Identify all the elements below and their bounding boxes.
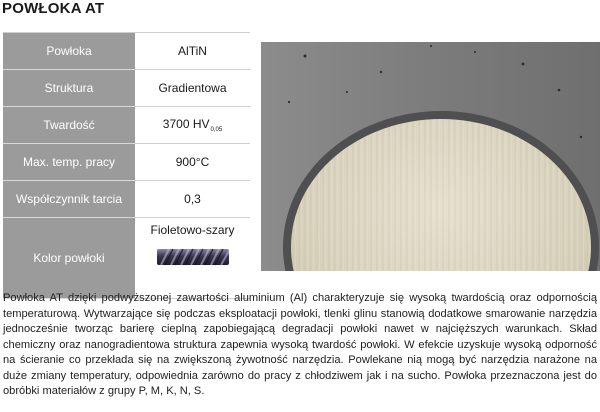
spec-label: Struktura [3,70,135,107]
spec-label: Kolor powłoki [3,218,135,299]
page-title: POWŁOKA AT [2,0,105,17]
spec-value-subscript: 0,05 [210,127,223,134]
spec-value: 0,3 [135,181,250,218]
spec-label: Max. temp. pracy [3,144,135,181]
spec-label: Powłoka [3,33,135,70]
spec-label: Twardość [3,107,135,144]
end-mill-icon [157,246,229,268]
spec-row-color [3,218,250,299]
spec-value: AlTiN [135,33,250,70]
spec-value: Gradientowa [135,70,250,107]
spec-table [3,32,250,299]
spec-row-friction [3,181,250,218]
spec-value: 3700 HV [162,116,210,131]
spec-value: 900°C [135,144,250,181]
spec-row-max-temp [3,144,250,181]
spec-value: Fioletowo-szary [150,223,235,237]
spec-label: Współczynnik tarcia [3,181,135,218]
coating-cross-section-micrograph [261,42,600,271]
spec-row-hardness [3,107,250,144]
spec-row-structure [3,70,250,107]
spec-row-coating [3,33,250,70]
coating-description: Powłoka AT dzięki podwyższonej zawartości aluminium (Al) charakteryzuje się wysoką twardością oraz odpornością temperaturową. Wytwarzające się podczas eksploatacji powłoki, tlenki glinu stanowią dodatkowe smarowanie narzędzia jednocześnie tworząc barierę cieplną zapobiegającą degradacji powłoki nawet w najcięższych warunkach. Skład chemiczny oraz nanogradientowa struktura zapewnia wysoką twardość powłoki. W efekcie uzyskuje wysoką odporność na ścieranie co przekłada się na zwiększoną żywotność narzędzia. Powlekane nią mogą być narzędzia narażone na duże zmiany temperatury, odpowiednia zarówno do pracy z chłodziwem jak i na sucho. Powłoka przeznaczona jest do obróbki materiałów z grupy P, M, K, N, S. [3,292,597,397]
spec-value-hardness [135,107,250,144]
spec-value-color-cell [135,218,250,299]
